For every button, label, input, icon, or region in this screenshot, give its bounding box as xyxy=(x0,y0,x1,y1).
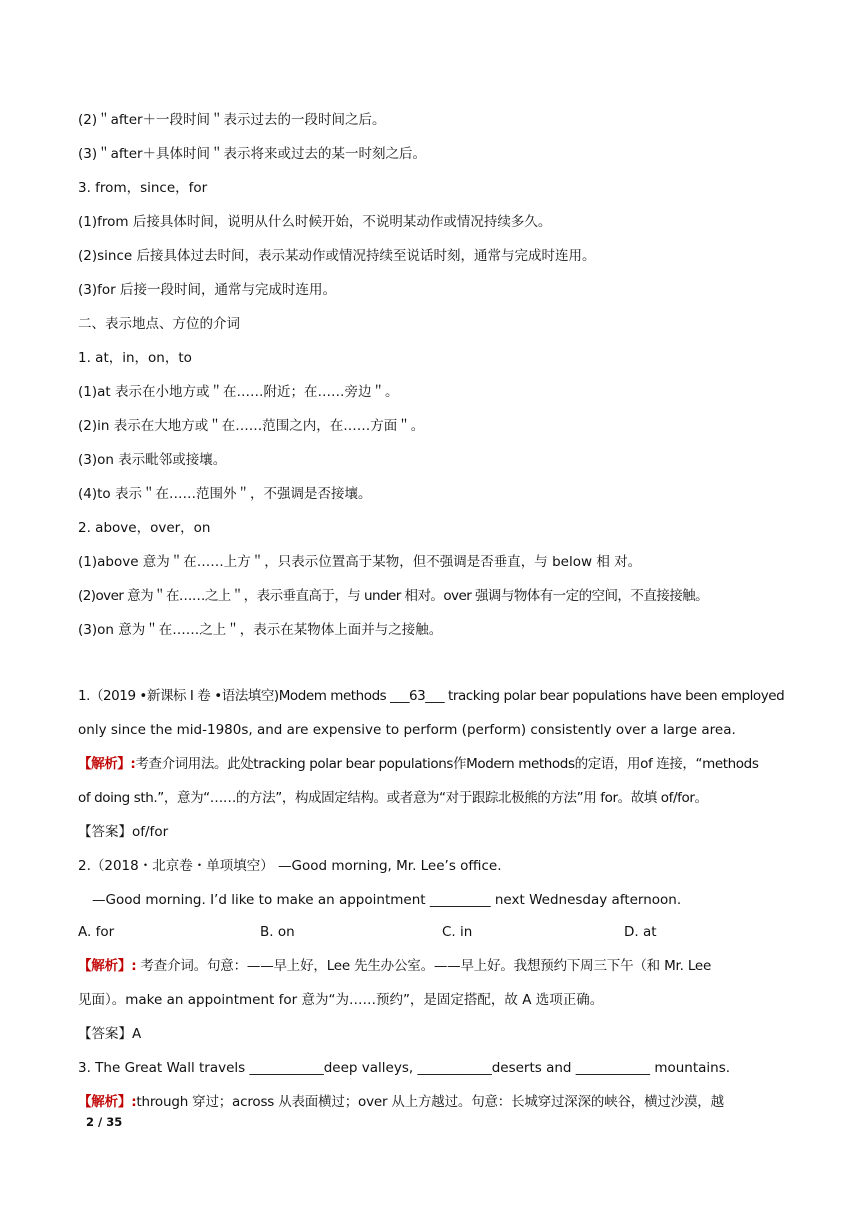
question-1-answer: 【答案】of/for xyxy=(78,824,169,840)
analysis-label: 【解析】: xyxy=(78,1094,137,1110)
page-number: 2 / 35 xyxy=(86,1115,123,1129)
analysis-text: through 穿过；across 从表面横过；over 从上方越过。句意：长城穿过深深的峡谷，横过沙漠，越 xyxy=(136,1094,724,1110)
text-line: (2)over 意为＂在……之上＂，表示垂直高于，与 under 相对。over 强调与物体有一定的空间，不直接接触。 xyxy=(78,588,709,604)
text-line: (3)＂after＋具体时间＂表示将来或过去的某一时刻之后。 xyxy=(78,146,427,162)
analysis-text: 考查介词用法。此处tracking polar bear populations作Modern methods的定语，用of 连接，“methods xyxy=(135,756,759,772)
text-line: (2)since 后接具体过去时间，表示某动作或情况持续至说话时刻，通常与完成时连用。 xyxy=(78,248,596,264)
text-line: (3)for 后接一段时间，通常与完成时连用。 xyxy=(78,282,336,298)
question-1-analysis xyxy=(78,754,788,774)
analysis-label: 【解析】: xyxy=(78,756,136,772)
section-heading: 二、表示地点、方位的介词 xyxy=(78,316,240,332)
question-2-analysis xyxy=(78,956,788,976)
question-2-text: —Good morning. I’d like to make an appointment _________ next Wednesday afternoon. xyxy=(92,892,682,908)
text-line: (1)from 后接具体时间，说明从什么时候开始，不说明某动作或情况持续多久。 xyxy=(78,214,552,230)
text-line: (3)on 表示毗邻或接壤。 xyxy=(78,452,227,468)
text-line: (1)at 表示在小地方或＂在……附近；在……旁边＂。 xyxy=(78,384,399,400)
question-1-analysis: of doing sth.”，意为“……的方法”，构成固定结构。或者意为“对于跟踪北极熊的方法”用 for。故填 of/for。 xyxy=(78,790,708,806)
text-line: (2)in 表示在大地方或＂在……范围之内，在……方面＂。 xyxy=(78,418,425,434)
option-c: C. in xyxy=(442,924,473,940)
section-heading: 1. at，in，on，to xyxy=(78,350,192,366)
option-b: B. on xyxy=(260,924,295,940)
question-1-text: 1.（2019 •新课标 I 卷 •语法填空)Modem methods ___63___ tracking polar bear populations have been employed xyxy=(78,688,785,704)
question-2-analysis: 见面）。make an appointment for 意为“为……预约”，是固定搭配，故 A 选项正确。 xyxy=(78,992,604,1008)
section-heading: 3. from，since，for xyxy=(78,180,208,196)
question-1-text: only since the mid-1980s, and are expensive to perform (perform) consistently over a large area. xyxy=(78,722,736,738)
option-d: D. at xyxy=(624,924,657,940)
text-line: (2)＂after＋一段时间＂表示过去的一段时间之后。 xyxy=(78,112,386,128)
question-3-analysis xyxy=(78,1092,788,1112)
option-a: A. for xyxy=(78,924,115,940)
question-2-text: 2.（2018・北京卷・单项填空） —Good morning, Mr. Lee’s office. xyxy=(78,858,502,874)
text-line: (4)to 表示＂在……范围外＂，不强调是否接壤。 xyxy=(78,486,372,502)
text-line: (1)above 意为＂在……上方＂，只表示位置高于某物，但不强调是否垂直，与 below 相 对。 xyxy=(78,554,642,570)
analysis-text: 考查介词。句意：——早上好，Lee 先生办公室。——早上好。我想预约下周三下午（和 Mr. Lee xyxy=(136,958,712,974)
question-3-text: 3. The Great Wall travels ___________deep valleys, ___________deserts and ___________ mountains. xyxy=(78,1060,731,1076)
question-2-answer: 【答案】A xyxy=(78,1026,142,1042)
text-line: (3)on 意为＂在……之上＂，表示在某物体上面并与之接触。 xyxy=(78,622,443,638)
section-heading: 2. above，over，on xyxy=(78,520,211,536)
analysis-label: 【解析】: xyxy=(78,958,137,974)
